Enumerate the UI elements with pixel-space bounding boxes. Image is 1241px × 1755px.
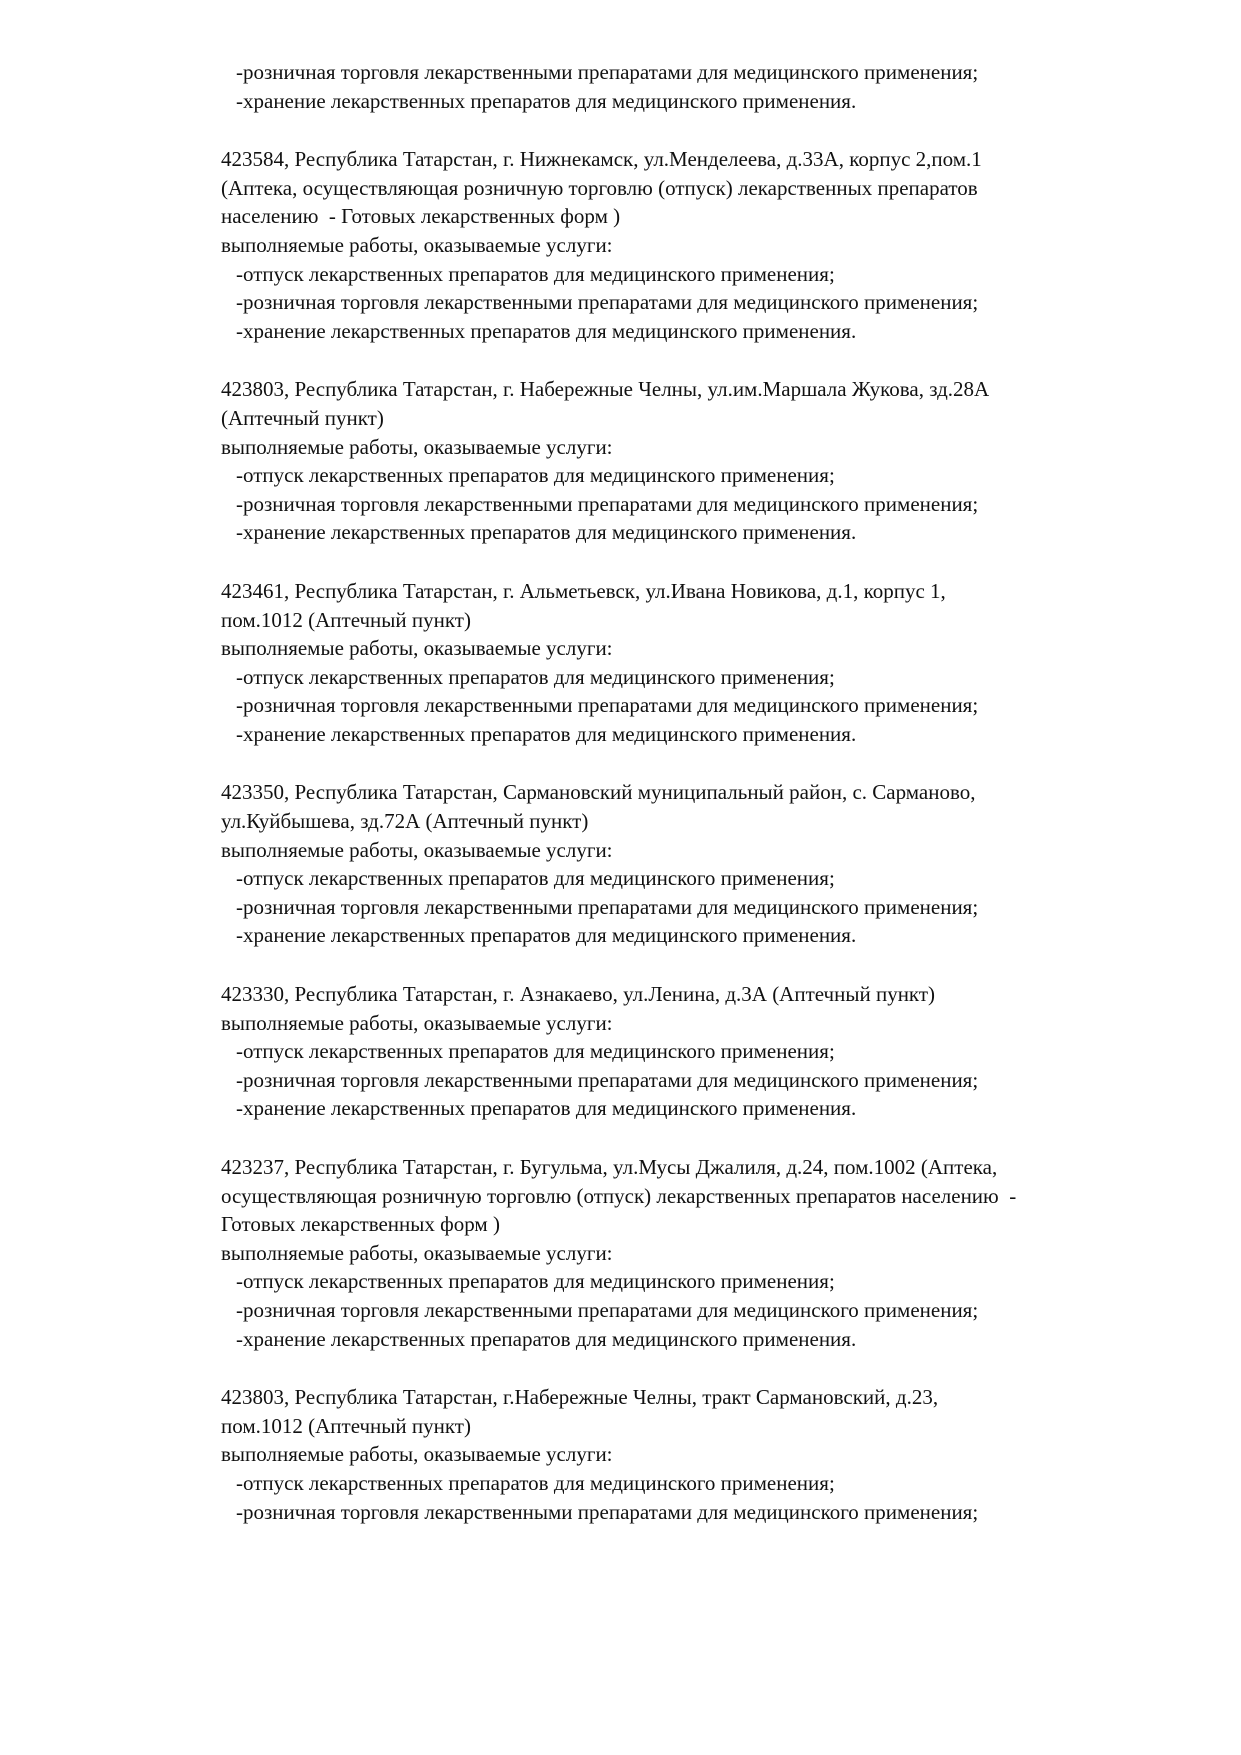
address-line: (Аптечный пункт): [221, 405, 384, 430]
address-line: Готовых лекарственных форм ): [221, 1212, 500, 1237]
paragraph-gap: [221, 950, 1181, 980]
document-content: [221, 58, 1181, 1526]
service-item: -хранение лекарственных препаратов для медицинского применения.: [236, 520, 857, 545]
service-item: -розничная торговля лекарственными препаратами для медицинского применения;: [236, 60, 979, 84]
services-heading: выполняемые работы, оказываемые услуги:: [221, 1442, 613, 1467]
address-line: 423803, Республика Татарстан, г. Набережные Челны, ул.им.Маршала Жукова, зд.28А: [221, 377, 990, 402]
service-item: -отпуск лекарственных препаратов для медицинского применения;: [236, 866, 835, 891]
address-line: осуществляющая розничную торговлю (отпуск) лекарственных препаратов населению -: [221, 1183, 1017, 1208]
address-line: 423330, Республика Татарстан, г. Азнакаево, ул.Ленина, д.3А (Аптечный пункт): [221, 982, 936, 1007]
paragraph-gap: [221, 1353, 1181, 1383]
address-line: 423461, Республика Татарстан, г. Альметьевск, ул.Ивана Новикова, д.1, корпус 1,: [221, 578, 946, 603]
service-item: -хранение лекарственных препаратов для медицинского применения.: [236, 721, 857, 746]
paragraph-gap: [221, 547, 1181, 577]
services-heading: выполняемые работы, оказываемые услуги:: [221, 837, 613, 862]
service-item: -отпуск лекарственных препаратов для медицинского применения;: [236, 1039, 835, 1064]
service-item: -отпуск лекарственных препаратов для медицинского применения;: [236, 1269, 835, 1294]
service-item: -розничная торговля лекарственными препаратами для медицинского применения;: [236, 1067, 979, 1092]
pharmacy-entry: [221, 1153, 1181, 1353]
service-item: -розничная торговля лекарственными препаратами для медицинского применения;: [236, 1499, 979, 1524]
paragraph-gap: [221, 345, 1181, 375]
address-line: 423584, Республика Татарстан, г. Нижнекамск, ул.Менделеева, д.33А, корпус 2,пом.1: [221, 147, 982, 172]
pharmacy-entry: [221, 145, 1181, 345]
service-item: -розничная торговля лекарственными препаратами для медицинского применения;: [236, 693, 979, 718]
service-item: -отпуск лекарственных препаратов для медицинского применения;: [236, 261, 835, 286]
service-item: -отпуск лекарственных препаратов для медицинского применения;: [236, 463, 835, 488]
service-item: -хранение лекарственных препаратов для медицинского применения.: [236, 1096, 857, 1121]
pharmacy-entry: [221, 1383, 1181, 1526]
address-line: 423803, Республика Татарстан, г.Набережные Челны, тракт Сармановский, д.23,: [221, 1385, 939, 1410]
address-line: 423350, Республика Татарстан, Сармановский муниципальный район, с. Сарманово,: [221, 780, 976, 805]
paragraph-gap: [221, 1123, 1181, 1153]
service-item: -хранение лекарственных препаратов для медицинского применения.: [236, 1326, 857, 1351]
services-heading: выполняемые работы, оказываемые услуги:: [221, 232, 613, 257]
pharmacy-entry: [221, 375, 1181, 547]
continued-services-list: [221, 58, 1181, 115]
service-item: -хранение лекарственных препаратов для медицинского применения.: [236, 923, 857, 948]
address-line: 423237, Республика Татарстан, г. Бугульма, ул.Мусы Джалиля, д.24, пом.1002 (Аптека,: [221, 1155, 998, 1179]
service-item: -отпуск лекарственных препаратов для медицинского применения;: [236, 664, 835, 689]
service-item: -розничная торговля лекарственными препаратами для медицинского применения;: [236, 491, 979, 516]
paragraph-gap: [221, 115, 1181, 145]
address-line: (Аптека, осуществляющая розничную торговлю (отпуск) лекарственных препаратов: [221, 175, 978, 200]
service-item: -отпуск лекарственных препаратов для медицинского применения;: [236, 1470, 835, 1495]
paragraph-gap: [221, 748, 1181, 778]
address-line: ул.Куйбышева, зд.72А (Аптечный пункт): [221, 809, 589, 834]
service-item: -хранение лекарственных препаратов для медицинского применения.: [236, 88, 857, 113]
service-item: -розничная торговля лекарственными препаратами для медицинского применения;: [236, 290, 979, 315]
services-heading: выполняемые работы, оказываемые услуги:: [221, 1010, 613, 1035]
pharmacy-entry: [221, 980, 1181, 1123]
service-item: -розничная торговля лекарственными препаратами для медицинского применения;: [236, 894, 979, 919]
services-heading: выполняемые работы, оказываемые услуги:: [221, 1240, 613, 1265]
address-line: пом.1012 (Аптечный пункт): [221, 1413, 471, 1438]
service-item: -розничная торговля лекарственными препаратами для медицинского применения;: [236, 1297, 979, 1322]
services-heading: выполняемые работы, оказываемые услуги:: [221, 636, 613, 661]
address-line: населению - Готовых лекарственных форм ): [221, 204, 621, 229]
service-item: -хранение лекарственных препаратов для медицинского применения.: [236, 318, 857, 343]
pharmacy-entry: [221, 778, 1181, 950]
address-line: пом.1012 (Аптечный пункт): [221, 607, 471, 632]
services-heading: выполняемые работы, оказываемые услуги:: [221, 434, 613, 459]
pharmacy-entry: [221, 577, 1181, 749]
